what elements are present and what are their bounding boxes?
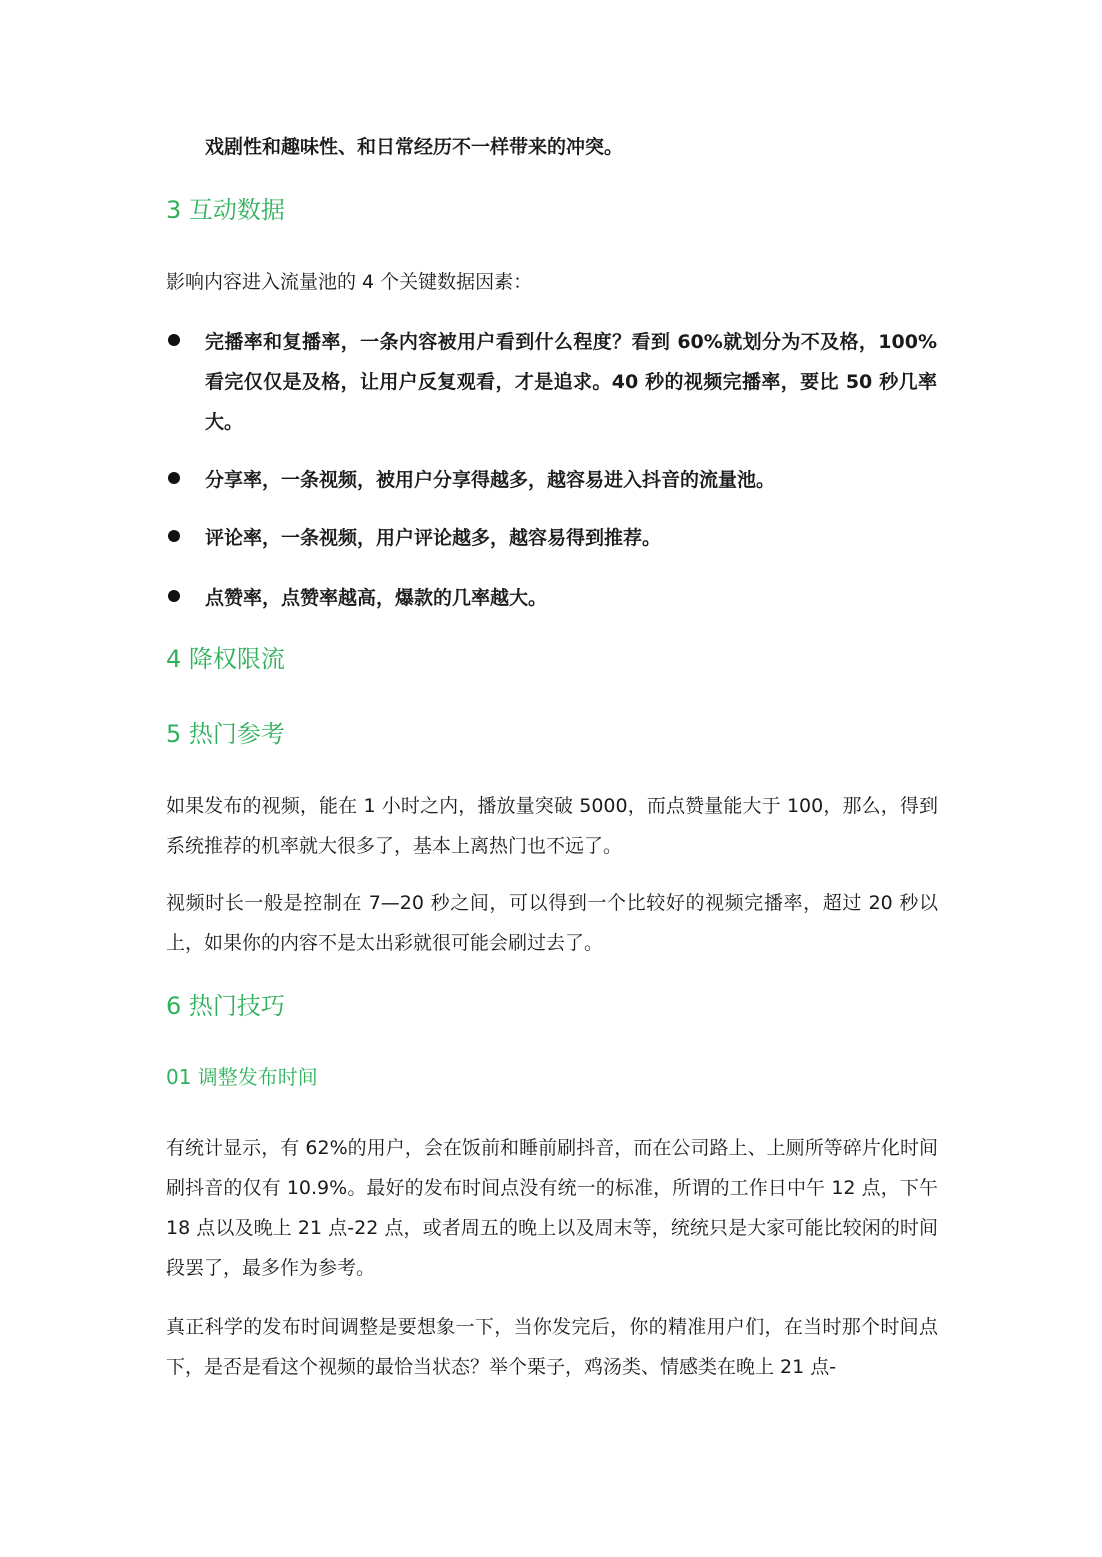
subheading-adjust-publish-time: 01 调整发布时间	[166, 1065, 318, 1089]
heading-downgrade-limit: 4 降权限流	[166, 645, 285, 673]
paragraph: 视频时长一般是控制在 7—20 秒之间，可以得到一个比较好的视频完播率，超过 20 秒以上，如果你的内容不是太出彩就很可能会刷过去了。	[166, 892, 938, 954]
list-item-text: 完播率和复播率，一条内容被用户看到什么程度？看到 60%就划分为不及格，100%看完仅仅是及格，让用户反复观看，才是追求。40 秒的视频完播率，要比 50 秒几率大。	[205, 331, 937, 433]
bullet-icon	[168, 334, 180, 346]
paragraph: 如果发布的视频，能在 1 小时之内，播放量突破 5000，而点赞量能大于 100，那么，得到系统推荐的机率就大很多了，基本上离热门也不远了。	[166, 795, 938, 857]
intro-paragraph: 影响内容进入流量池的 4 个关键数据因素：	[166, 271, 533, 293]
paragraph: 真正科学的发布时间调整是要想象一下，当你发完后，你的精准用户们，在当时那个时间点下，是否是看这个视频的最恰当状态？举个栗子，鸡汤类、情感类在晚上 21 点-	[166, 1316, 938, 1378]
bullet-icon	[168, 472, 180, 484]
continuation-line: 戏剧性和趣味性、和日常经历不一样带来的冲突。	[205, 136, 624, 158]
bullet-icon	[168, 530, 180, 542]
heading-interaction-data: 3 互动数据	[166, 196, 285, 224]
list-item-text: 分享率，一条视频，被用户分享得越多，越容易进入抖音的流量池。	[205, 469, 776, 491]
list-item-text: 评论率，一条视频，用户评论越多，越容易得到推荐。	[205, 527, 662, 549]
heading-hot-reference: 5 热门参考	[166, 720, 285, 748]
heading-hot-tips: 6 热门技巧	[166, 992, 285, 1020]
list-item-text: 点赞率，点赞率越高，爆款的几率越大。	[205, 587, 548, 609]
bullet-icon	[168, 590, 180, 602]
paragraph: 有统计显示，有 62%的用户，会在饭前和睡前刷抖音，而在公司路上、上厕所等碎片化时间刷抖音的仅有 10.9%。最好的发布时间点没有统一的标准，所谓的工作日中午 12 点，下午 18 点以及晚上 21 点-22 点，或者周五的晚上以及周末等，统统只是大家可能比较闲的时间段罢了，最多作为参考。	[166, 1137, 938, 1279]
